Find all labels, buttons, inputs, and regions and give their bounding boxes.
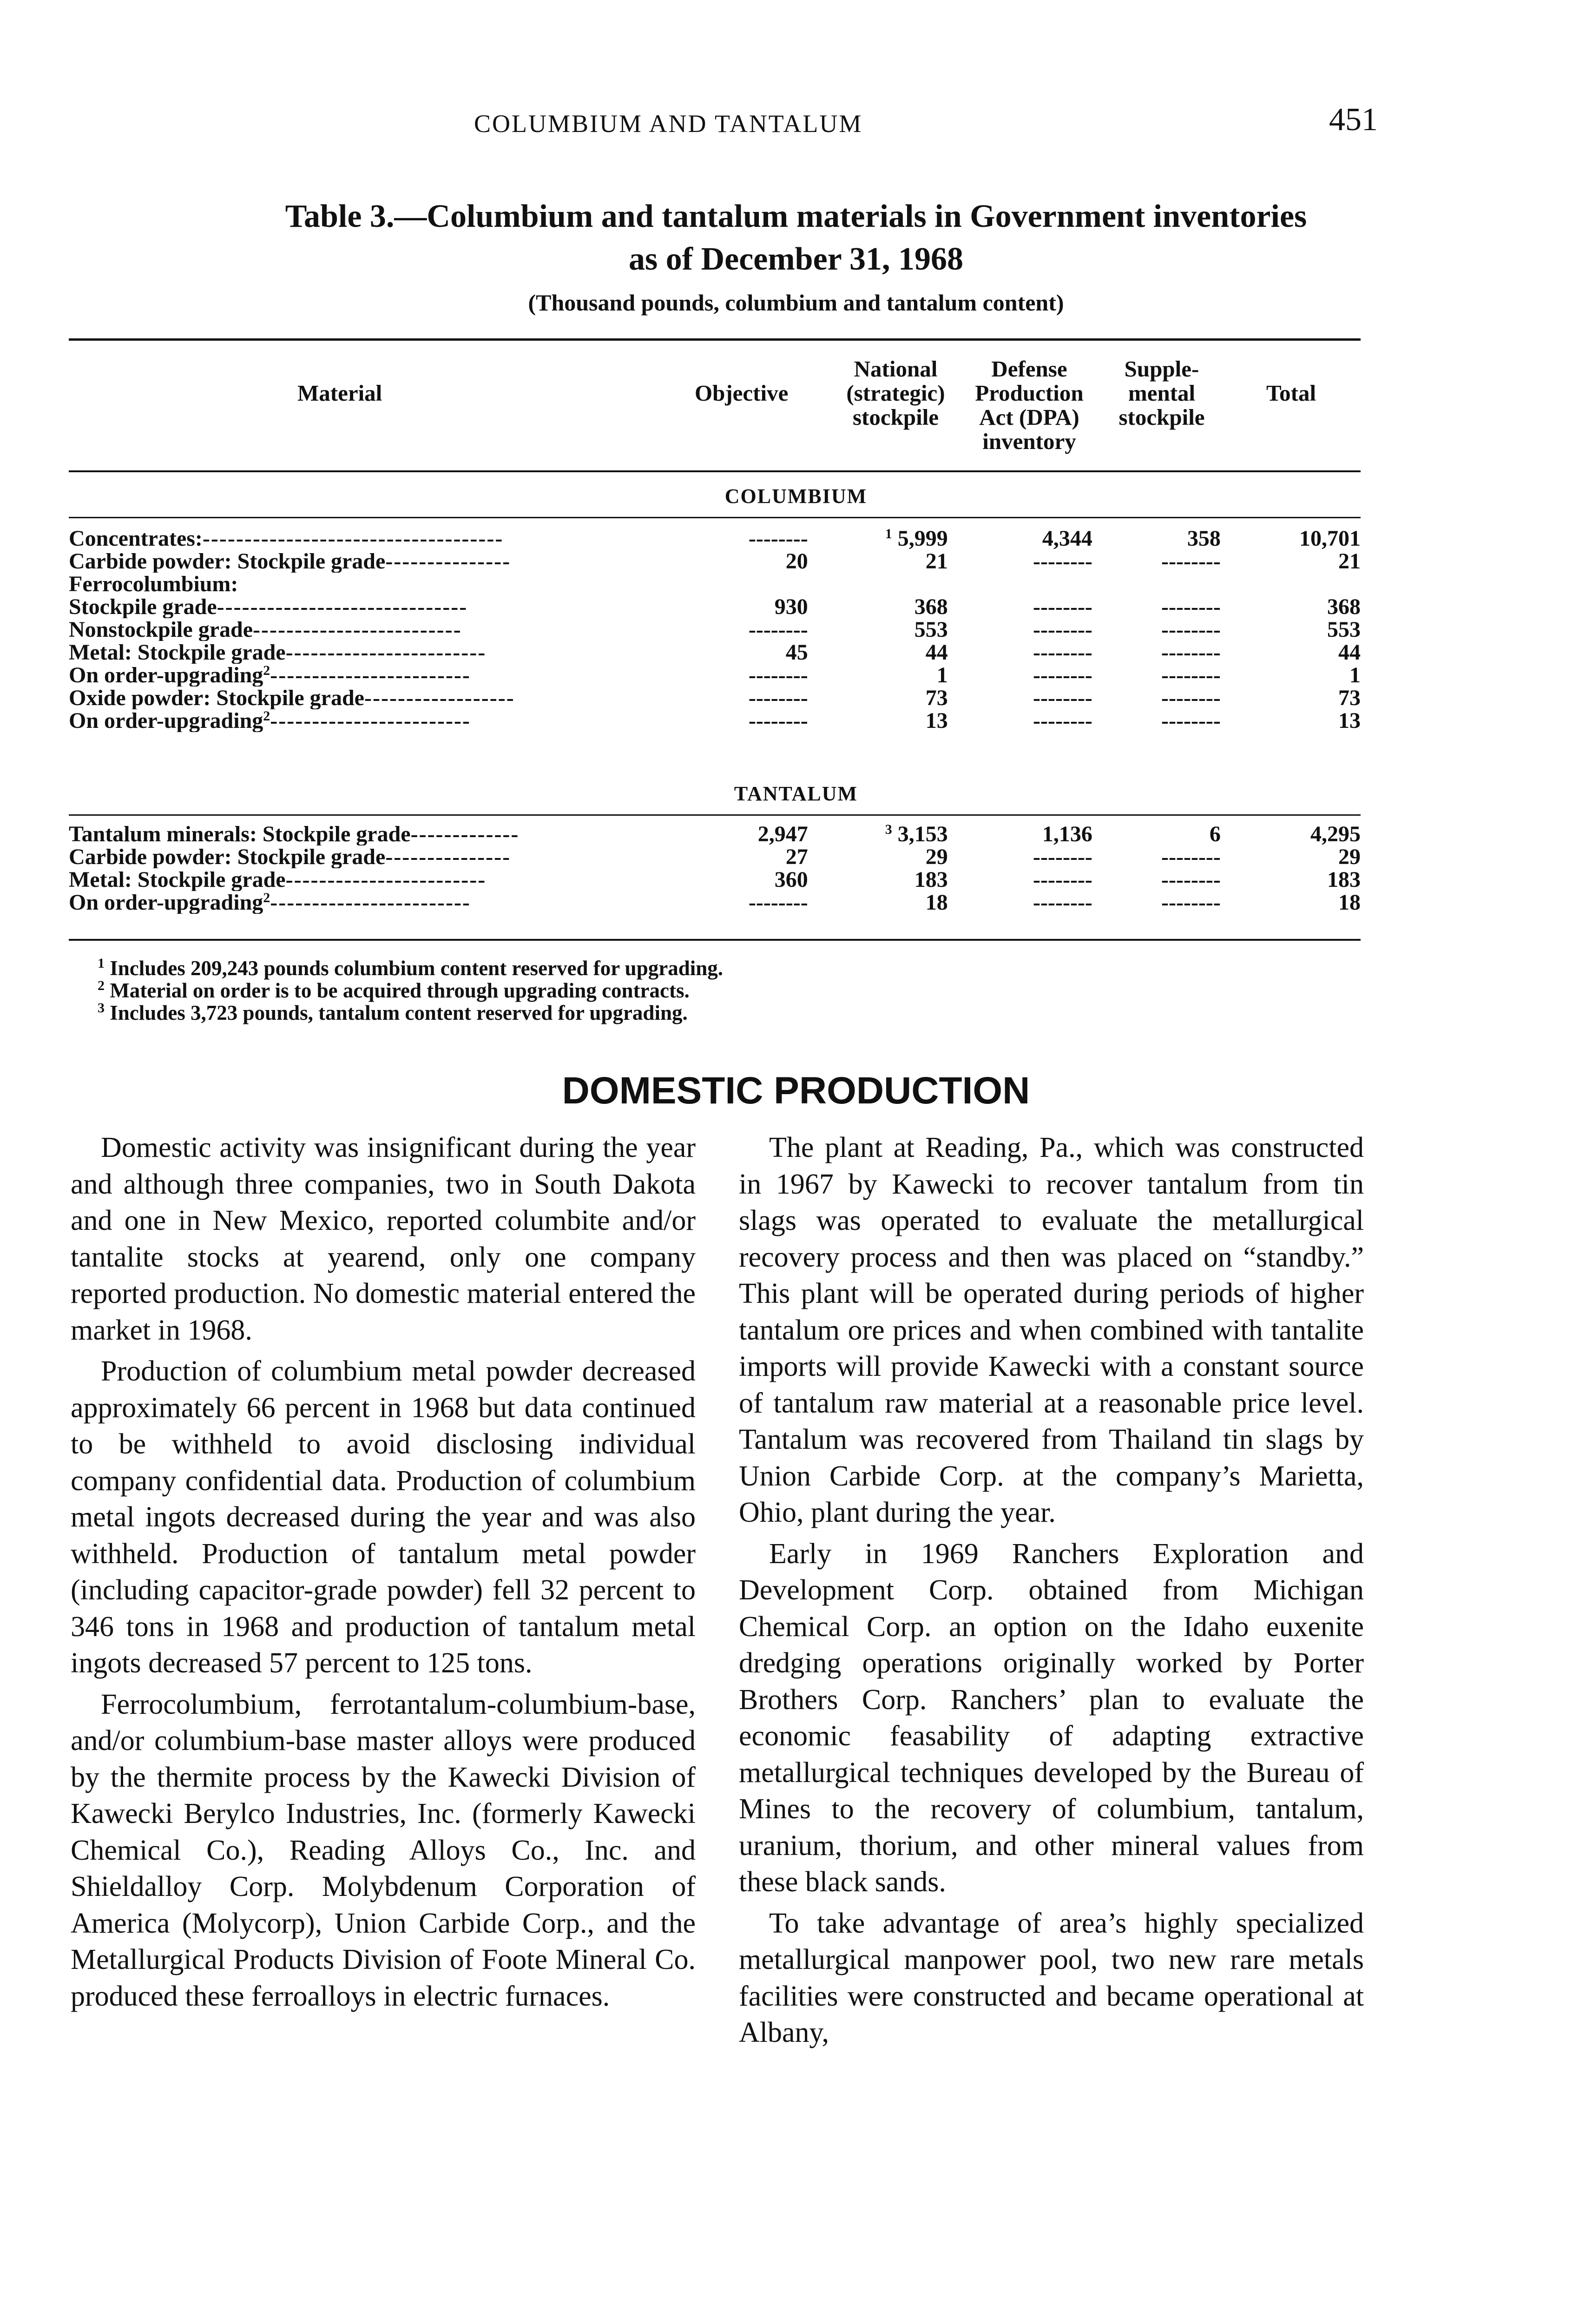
cell-objective: 930 (774, 595, 808, 618)
cell-total (1221, 573, 1361, 595)
cell-supplemental: -------- (1161, 868, 1221, 891)
cell-national-value: 18 (925, 891, 948, 914)
cell-supplemental: 6 (1209, 823, 1221, 845)
cell-defense: -------- (1033, 550, 1092, 573)
cell-total: 29 (1338, 845, 1361, 868)
row-label (69, 823, 671, 845)
cell-defense: -------- (1033, 687, 1092, 709)
row-leader-dots: ------------------------------ (217, 595, 468, 618)
row-leader-dots: ------------------------ (270, 709, 471, 732)
cell-supplemental: -------- (1161, 664, 1221, 687)
table-row (69, 868, 1361, 891)
cell-national-value: 29 (925, 845, 948, 868)
cell-national-value: 553 (914, 618, 948, 641)
cell-national (808, 709, 948, 732)
cell-national (808, 595, 948, 618)
footnote-text: Includes 209,243 pounds columbium content reserved for upgrading. (110, 957, 723, 980)
row-label (69, 709, 671, 732)
table-row (69, 664, 1361, 687)
row-label-text: Stockpile grade (69, 595, 217, 618)
row-leader-dots: ------------------------ (285, 868, 487, 891)
footnote-mark: 2 (98, 978, 105, 993)
table-title-line-1: Table 3.—Columbium and tantalum materials in Government inventories (285, 198, 1307, 234)
columbium-table (69, 527, 1361, 732)
row-label (69, 595, 671, 618)
cell-national-value: 73 (925, 687, 948, 709)
cell-defense: -------- (1033, 845, 1092, 868)
cell-defense (948, 573, 1092, 595)
cell-national-value: 3,153 (897, 823, 948, 845)
cell-defense: 4,344 (1042, 527, 1092, 550)
row-label-text: Nonstockpile grade (69, 618, 253, 641)
col-header-national-line: National (854, 356, 938, 382)
table-top-rule (69, 338, 1361, 341)
row-label (69, 845, 671, 868)
footnote (98, 1001, 688, 1024)
col-header-supplemental-line: stockpile (1118, 404, 1205, 430)
table-row (69, 618, 1361, 641)
cell-national-value: 5,999 (897, 527, 948, 550)
cell-supplemental: -------- (1161, 709, 1221, 732)
col-header-defense (962, 357, 1097, 454)
cell-national (808, 618, 948, 641)
cell-defense: -------- (1033, 664, 1092, 687)
table-row (69, 823, 1361, 845)
cell-objective: -------- (748, 527, 808, 550)
table-header-rule (69, 470, 1361, 472)
row-label-text: On order-upgrading (69, 664, 263, 687)
row-leader-dots: --------------- (385, 845, 511, 868)
row-label (69, 618, 671, 641)
footnote-text: Material on order is to be acquired through upgrading contracts. (110, 979, 690, 1002)
row-label-text: Carbide powder: Stockpile grade (69, 550, 386, 573)
footnote (98, 957, 723, 980)
cell-defense: -------- (1033, 595, 1092, 618)
footnote-mark: 3 (98, 1000, 105, 1016)
cell-supplemental: 358 (1187, 527, 1221, 550)
cell-objective: 2,947 (757, 823, 808, 845)
section-heading: DOMESTIC PRODUCTION (562, 1070, 1030, 1112)
row-leader-dots: ------------------------ (270, 664, 471, 687)
cell-defense: -------- (1033, 868, 1092, 891)
row-label-text: Tantalum minerals: Stockpile grade (69, 823, 411, 845)
cell-national (808, 868, 948, 891)
row-label (69, 687, 671, 709)
table-row (69, 573, 1361, 595)
cell-objective: 45 (785, 641, 808, 664)
table-row (69, 891, 1361, 914)
cell-defense: -------- (1033, 618, 1092, 641)
row-leader-dots: --------------- (385, 550, 511, 573)
col-header-defense-line: Defense (991, 356, 1067, 382)
col-header-supplemental-line: mental (1128, 380, 1196, 406)
row-label (69, 550, 671, 573)
row-label-text: On order-upgrading (69, 709, 263, 732)
table-title (0, 195, 1592, 281)
cell-total: 183 (1327, 868, 1361, 891)
cell-supplemental: -------- (1161, 618, 1221, 641)
cell-objective: -------- (748, 687, 808, 709)
section-rule (69, 814, 1361, 816)
row-label-footnote-mark: 2 (263, 709, 270, 724)
table-row (69, 641, 1361, 664)
row-label (69, 641, 671, 664)
cell-defense: -------- (1033, 891, 1092, 914)
row-label-text: Ferrocolumbium: (69, 573, 238, 595)
tantalum-table (69, 823, 1361, 914)
col-header-defense-line: Act (DPA) (979, 404, 1079, 430)
row-label-text: Concentrates: (69, 527, 203, 550)
table-subtitle: (Thousand pounds, columbium and tantalum content) (528, 290, 1064, 316)
cell-total: 21 (1338, 550, 1361, 573)
row-leader-dots: ------------------------------------ (202, 527, 504, 550)
cell-national-value: 183 (914, 868, 948, 891)
cell-national (808, 573, 948, 595)
paragraph: Domestic activity was insignificant during the year and although three companies, two in South Dakota and one in New Mexico, reported columbite and/or tantalite stocks at yearend, only one company reported production. No domestic material entered the market in 1968. (71, 1132, 696, 1346)
cell-total: 18 (1338, 891, 1361, 914)
cell-supplemental: -------- (1161, 891, 1221, 914)
table-row (69, 687, 1361, 709)
cell-total: 73 (1338, 687, 1361, 709)
cell-total: 13 (1338, 709, 1361, 732)
col-header-defense-line: inventory (982, 429, 1076, 454)
footnote-mark: 1 (98, 956, 105, 971)
cell-total: 44 (1338, 641, 1361, 664)
cell-total: 553 (1327, 618, 1361, 641)
col-header-objective: Objective (695, 380, 789, 406)
col-header-material: Material (297, 380, 382, 406)
cell-footnote-mark: 1 (885, 527, 892, 541)
row-leader-dots: ------------------ (364, 687, 515, 709)
col-header-national-line: stockpile (852, 404, 939, 430)
cell-objective: 20 (785, 550, 808, 573)
footnote-text: Includes 3,723 pounds, tantalum content reserved for upgrading. (110, 1001, 688, 1024)
row-leader-dots: ------------------------- (253, 618, 462, 641)
row-label (69, 664, 671, 687)
cell-national (808, 823, 948, 845)
row-label-text: Carbide powder: Stockpile grade (69, 845, 386, 868)
cell-total: 1 (1349, 664, 1361, 687)
cell-national-value: 368 (914, 595, 948, 618)
cell-national (808, 664, 948, 687)
col-header-supplemental (1101, 357, 1222, 429)
cell-national-value: 44 (925, 641, 948, 664)
paragraph: Production of columbium metal powder decreased approximately 66 percent in 1968 but data continued to be withheld to avoid disclosing individual company confidential data. Production of columbium metal ingots decreased during the year and was also withheld. Production of tantalum metal powder (including capacitor-grade powder) fell 32 percent to 346 tons in 1968 and production of tantalum metal ingots decreased 57 percent to 125 tons. (71, 1355, 696, 1679)
col-header-national (829, 357, 962, 429)
table-row (69, 845, 1361, 868)
row-label (69, 868, 671, 891)
cell-total: 10,701 (1299, 527, 1361, 550)
section-label-tantalum: TANTALUM (734, 782, 858, 805)
table-title-line-2: as of December 31, 1968 (629, 241, 963, 277)
paragraph: The plant at Reading, Pa., which was constructed in 1967 by Kawecki to recover tantalum from tin slags was operated to evaluate the metallurgical recovery process and then was placed on “standby.” This plant will be operated during periods of higher tantalum ore prices and when combined with tantalite imports will provide Kawecki with a constant source of tantalum raw material at a reasonable price level. Tantalum was recovered from Thailand tin slags by Union Carbide Corp. at the company’s Marietta, Ohio, plant during the year. (739, 1132, 1364, 1528)
left-column (71, 1129, 696, 2019)
col-header-national-line: (strategic) (846, 380, 945, 406)
col-header-supplemental-line: Supple- (1124, 356, 1199, 382)
section-rule (69, 517, 1361, 518)
cell-objective: 27 (785, 845, 808, 868)
cell-supplemental: -------- (1161, 550, 1221, 573)
row-leader-dots: ------------- (410, 823, 520, 845)
cell-defense: -------- (1033, 641, 1092, 664)
row-label-text: Metal: Stockpile grade (69, 641, 286, 664)
cell-supplemental: -------- (1161, 595, 1221, 618)
row-label-footnote-mark: 2 (263, 891, 270, 905)
cell-national (808, 891, 948, 914)
table-row (69, 550, 1361, 573)
cell-defense: -------- (1033, 709, 1092, 732)
row-label-text: Oxide powder: Stockpile grade (69, 687, 364, 709)
cell-national-value: 21 (925, 550, 948, 573)
paragraph: Early in 1969 Ranchers Exploration and Development Corp. obtained from Michigan Chemical Corp. an option on the Idaho euxenite dredging operations originally worked by Porter Brothers Corp. Ranchers’ plan to evaluate the economic feasability of adapting extractive metallurgical techniques developed by the Bureau of Mines to the recovery of columbium, tantalum, uranium, thorium, and other mineral values from these black sands. (739, 1538, 1364, 1898)
cell-national (808, 845, 948, 868)
table-row (69, 527, 1361, 550)
right-column (739, 1129, 1364, 2056)
page-number: 451 (1329, 102, 1378, 138)
cell-objective: -------- (748, 891, 808, 914)
row-label-footnote-mark: 2 (263, 664, 270, 678)
table-bottom-rule (69, 939, 1361, 941)
cell-national (808, 550, 948, 573)
col-header-total: Total (1266, 380, 1316, 406)
cell-national (808, 527, 948, 550)
col-header-defense-line: Production (975, 380, 1084, 406)
running-head: COLUMBIUM AND TANTALUM (474, 110, 863, 138)
cell-defense: 1,136 (1042, 823, 1092, 845)
cell-national-value: 1 (936, 664, 948, 687)
table-row (69, 709, 1361, 732)
cell-national (808, 687, 948, 709)
cell-objective: -------- (748, 709, 808, 732)
cell-national (808, 641, 948, 664)
cell-supplemental (1092, 573, 1221, 595)
paragraph: Ferrocolumbium, ferrotantalum-columbium-base, and/or columbium-base master alloys were produced by the thermite process by the Kawecki Division of Kawecki Berylco Industries, Inc. (formerly Kawecki Chemical Co.), Reading Alloys Co., Inc. and Shieldalloy Corp. Molybdenum Corporation of America (Molycorp), Union Carbide Corp., and the Metallurgical Products Division of Foote Mineral Co. produced these ferroalloys in electric furnaces. (71, 1688, 696, 2012)
row-label (69, 573, 671, 595)
cell-national-value: 13 (925, 709, 948, 732)
cell-supplemental: -------- (1161, 845, 1221, 868)
row-leader-dots: ------------------------ (270, 891, 471, 914)
section-label-columbium: COLUMBIUM (724, 485, 868, 508)
row-label-text: Metal: Stockpile grade (69, 868, 286, 891)
cell-supplemental: -------- (1161, 687, 1221, 709)
row-leader-dots: ------------------------ (285, 641, 487, 664)
cell-objective: -------- (748, 664, 808, 687)
cell-supplemental: -------- (1161, 641, 1221, 664)
cell-objective: -------- (748, 618, 808, 641)
cell-total: 4,295 (1310, 823, 1361, 845)
cell-total: 368 (1327, 595, 1361, 618)
cell-footnote-mark: 3 (885, 823, 892, 837)
row-label (69, 527, 671, 550)
footnote (98, 979, 690, 1002)
paragraph: To take advantage of area’s highly specialized metallurgical manpower pool, two new rare metals facilities were constructed and became operational at Albany, (739, 1907, 1364, 2048)
row-label (69, 891, 671, 914)
table-row (69, 595, 1361, 618)
row-label-text: On order-upgrading (69, 891, 263, 914)
cell-objective: 360 (774, 868, 808, 891)
cell-objective (671, 573, 808, 595)
